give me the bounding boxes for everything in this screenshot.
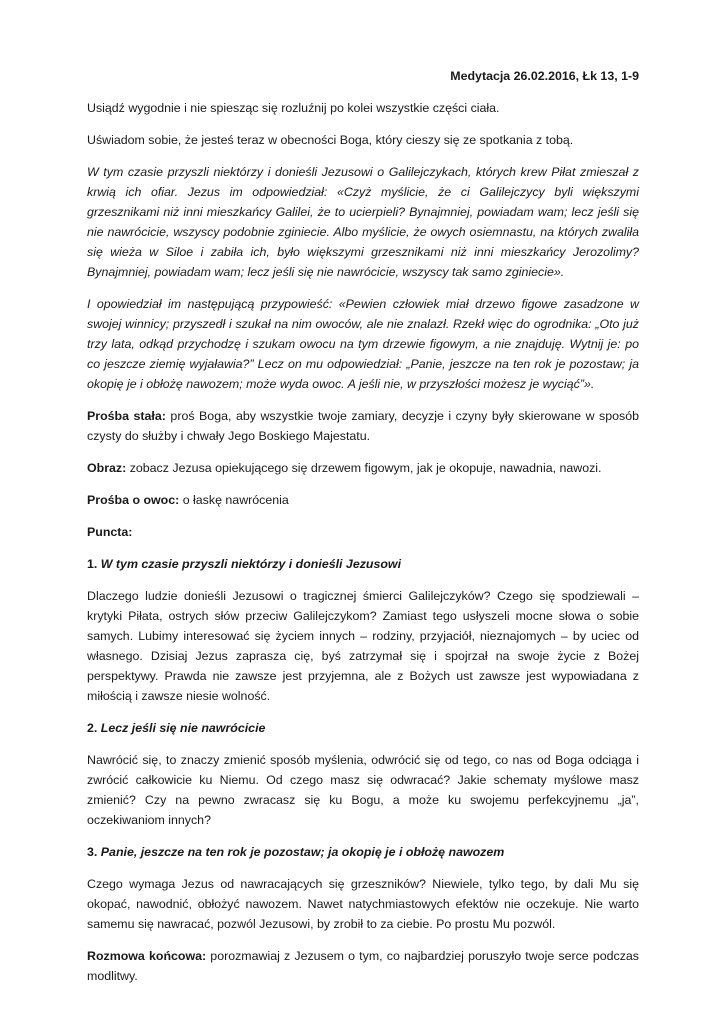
document-title: Medytacja 26.02.2016, Łk 13, 1-9 [450, 69, 639, 83]
scripture-passage-1: W tym czasie przyszli niektórzy i donieśli Jezusowi o Galilejczykach, których krew Piłat zmieszał z krwią ich ofiar. Jezus im odpowiedział: «Czyż myślicie, że ci Galilejczycy byli większymi grzesznikami niż inni mieszkańcy Galilei, że to ucierpieli? Bynajmniej, powiadam wam; lecz jeśli się nie nawrócicie, wszyscy podobnie zginiecie. Albo myślicie, że owych osiemnastu, na których zwaliła się wieża w Siloe i zabiła ich, było większymi grzesznikami niż inni mieszkańcy Jerozolimy? Bynajmniej, powiadam wam; lecz jeśli się nie nawrócicie, wszyscy tak samo zginiecie». [87, 165, 639, 279]
point-1-heading [87, 554, 639, 574]
obraz-text: zobacz Jezusa opiekującego się drzewem figowym, jak je okopuje, nawadnia, nawozi. [126, 461, 602, 475]
puncta-heading: Puncta: [87, 525, 133, 539]
point-1-body: Dlaczego ludzie donieśli Jezusowi o tragicznej śmierci Galilejczyków? Czego się spodziewali – krytyki Piłata, ostrych słów przeciw Galilejczykom? Zamiast tego usłyszeli mocne słowa o sobie samych. Lubimy interesować się życiem innych – rodziny, przyjaciół, nieznajomych – by uciec od własnego. Dzisiaj Jezus zaprasza cię, byś zatrzymał się i spojrzał na swoje życie z Bożej perspektywy. Prawda nie zawsze jest przyjemna, ale z Bożych ust zawsze jest wypowiadana z miłością i zawsze niesie wolność. [87, 589, 639, 703]
obraz-label: Obraz: [87, 461, 127, 475]
point-3-number: 3. [87, 845, 98, 859]
scripture-passage-2: I opowiedział im następującą przypowieść: «Pewien człowiek miał drzewo figowe zasadzone w swojej winnicy; przyszedł i szukał na nim owoców, ale nie znalazł. Rzekł więc do ogrodnika: „Oto już trzy lata, odkąd przychodzę i szukam owocu na tym drzewie figowym, a nie znajduję. Wytnij je: po co jeszcze ziemię wyjaławia?” Lecz on mu odpowiedział: „Panie, jeszcze na ten rok je pozostaw; ja okopię je i obłożę nawozem; może wyda owoc. A jeśli nie, w przyszłości możesz je wyciąć”». [87, 297, 639, 391]
prosba-stala-paragraph [87, 406, 639, 446]
prosba-owoc-text: o łaskę nawrócenia [179, 493, 289, 507]
prosba-owoc-paragraph [87, 490, 639, 510]
point-2-number: 2. [87, 721, 98, 735]
rozmowa-text: porozmawiaj z Jezusem o tym, co najbardziej poruszyło twoje serce podczas modlitwy. [87, 949, 639, 983]
intro-presence: Uświadom sobie, że jesteś teraz w obecności Boga, który cieszy się ze spotkania z tobą. [87, 133, 574, 147]
point-2-body: Nawrócić się, to znaczy zmienić sposób myślenia, odwrócić się od tego, co nas od Boga odciąga i zwrócić całkowicie ku Niemu. Od czego masz się odwracać? Jakie schematy myślowe masz zmienić? Czy na pewno zwracasz się ku Bogu, a może ku swojemu perfekcyjnemu „ja”, oczekiwaniom innych? [87, 753, 639, 827]
point-2-heading [87, 718, 639, 738]
point-1-title: W tym czasie przyszli niektórzy i donieśli Jezusowi [100, 557, 402, 571]
rozmowa-paragraph [87, 946, 639, 986]
point-3-heading [87, 842, 639, 862]
point-3-title: Panie, jeszcze na ten rok je pozostaw; ja okopię je i obłożę nawozem [100, 845, 505, 859]
intro-relax: Usiądź wygodnie i nie spiesząc się rozluźnij po kolei wszystkie części ciała. [87, 101, 500, 115]
obraz-paragraph [87, 458, 639, 478]
document-page [87, 66, 639, 998]
point-2-title: Lecz jeśli się nie nawrócicie [100, 721, 266, 735]
prosba-stala-label: Prośba stała: [87, 409, 166, 423]
prosba-owoc-label: Prośba o owoc: [87, 493, 180, 507]
point-3-body: Czego wymaga Jezus od nawracających się grzeszników? Niewiele, tylko tego, by dali Mu się okopać, nawodnić, obłożyć nawozem. Nawet natychmiastowych efektów nie oczekuje. Nie warto samemu się nawracać, pozwól Jezusowi, by zrobił to za ciebie. Po prostu Mu pozwól. [87, 877, 639, 931]
rozmowa-label: Rozmowa końcowa: [87, 949, 207, 963]
point-1-number: 1. [87, 557, 98, 571]
prosba-stala-text: proś Boga, aby wszystkie twoje zamiary, decyzje i czyny były skierowane w sposób czysty do służby i chwały Jego Boskiego Majestatu. [87, 409, 639, 443]
